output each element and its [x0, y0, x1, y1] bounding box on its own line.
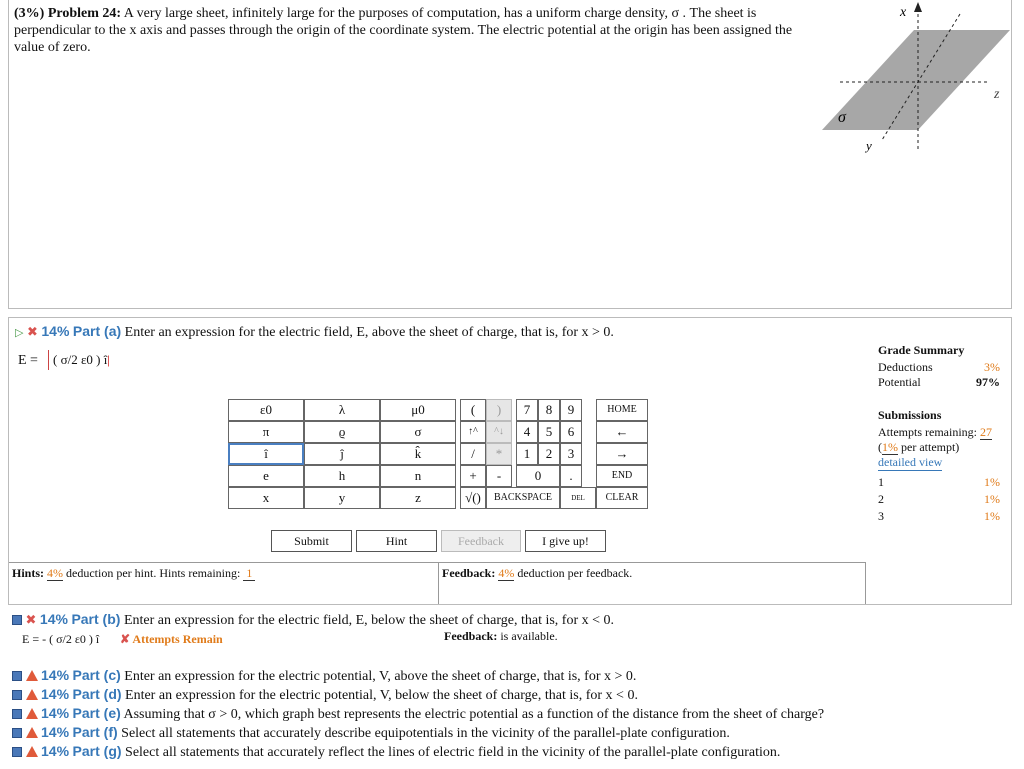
key-6[interactable]: 6: [560, 421, 582, 443]
key-epsilon0[interactable]: ε0: [228, 399, 304, 421]
collapse-icon[interactable]: [12, 615, 22, 625]
collapse-icon[interactable]: [12, 728, 22, 738]
potential-row: Potential 97%: [878, 375, 1000, 389]
key-superscript[interactable]: ↑^: [460, 421, 486, 443]
answer-value: ( σ/2 ε0 ) î: [53, 352, 108, 367]
feedback-info: [442, 566, 632, 581]
warning-icon: [26, 670, 38, 681]
y-label: y: [866, 138, 872, 153]
part-f-row[interactable]: 14% Part (f) Select all statements that accurately describe equipotentials in the vicinity of the parallel-plate configuration.: [12, 724, 730, 742]
key-sigma[interactable]: σ: [380, 421, 456, 443]
key-4[interactable]: 4: [516, 421, 538, 443]
feedback-text: deduction per feedback.: [517, 566, 633, 580]
answer-input[interactable]: ( σ/2 ε0 ) î|: [48, 350, 860, 370]
grade-summary: [878, 343, 1000, 524]
key-right-arrow[interactable]: →: [596, 443, 648, 465]
key-3[interactable]: 3: [560, 443, 582, 465]
key-pi[interactable]: π: [228, 421, 304, 443]
collapse-icon[interactable]: [12, 690, 22, 700]
key-i-hat[interactable]: î: [228, 443, 304, 465]
deductions-row: Deductions 3%: [878, 360, 1000, 374]
part-a-percent: 14%: [41, 323, 70, 339]
part-g-row[interactable]: 14% Part (g) Select all statements that accurately reflect the lines of electric field in the vicinity of the parallel-plate configuration.: [12, 743, 780, 761]
key-divide[interactable]: /: [460, 443, 486, 465]
part-c-row[interactable]: 14% Part (c) Enter an expression for the electric potential, V, above the sheet of charge, that is, for x > 0.: [12, 667, 636, 685]
warning-icon: [26, 727, 38, 738]
key-8[interactable]: 8: [538, 399, 560, 421]
key-close-paren[interactable]: ): [486, 399, 512, 421]
collapse-icon[interactable]: [12, 671, 22, 681]
problem-statement: [14, 5, 814, 56]
keypad: [228, 399, 650, 513]
give-up-button[interactable]: I give up!: [525, 530, 606, 552]
key-mu0[interactable]: μ0: [380, 399, 456, 421]
submission-row: 3 1%: [878, 509, 1000, 523]
part-b-feedback: Feedback: is available.: [444, 629, 558, 643]
key-x[interactable]: x: [228, 487, 304, 509]
key-end[interactable]: END: [596, 465, 648, 487]
answer-prefix: E =: [18, 353, 38, 368]
hints-remaining: 1: [243, 566, 255, 581]
feedback-button[interactable]: Feedback: [441, 530, 521, 552]
key-subscript[interactable]: ^↓: [486, 421, 512, 443]
collapse-icon[interactable]: [12, 747, 22, 757]
submissions-title: Submissions: [878, 408, 942, 422]
key-clear[interactable]: CLEAR: [596, 487, 648, 509]
key-decimal[interactable]: .: [560, 465, 582, 487]
attempts-row: Attempts remaining: 27: [878, 425, 992, 439]
key-sqrt[interactable]: √(): [460, 487, 486, 509]
warning-icon: [26, 689, 38, 700]
key-plus[interactable]: +: [460, 465, 486, 487]
part-b-status: ✘ Attempts Remain: [120, 632, 223, 646]
key-7[interactable]: 7: [516, 399, 538, 421]
key-1[interactable]: 1: [516, 443, 538, 465]
play-icon: ▷: [15, 327, 24, 339]
submit-button[interactable]: Submit: [271, 530, 352, 552]
key-5[interactable]: 5: [538, 421, 560, 443]
part-e-row[interactable]: 14% Part (e) Assuming that σ > 0, which graph best represents the electric potential as a function of the distance from the sheet of charge?: [12, 705, 824, 723]
submission-row: 1 1%: [878, 475, 1000, 489]
feedback-pct[interactable]: 4%: [498, 566, 515, 580]
part-b-answer: E = - ( σ/2 ε0 ) î: [22, 632, 100, 646]
charged-sheet: [822, 30, 1010, 130]
key-lambda[interactable]: λ: [304, 399, 380, 421]
hints-pct[interactable]: 4%: [47, 566, 64, 580]
x-mark-icon: ✘: [120, 632, 131, 646]
key-e[interactable]: e: [228, 465, 304, 487]
sheet-figure: [810, 0, 1020, 160]
part-d-row[interactable]: 14% Part (d) Enter an expression for the electric potential, V, below the sheet of charge, that is, for x < 0.: [12, 686, 638, 704]
key-z[interactable]: z: [380, 487, 456, 509]
grade-summary-title: Grade Summary: [878, 343, 965, 357]
hint-button[interactable]: Hint: [356, 530, 437, 552]
hints-text: deduction per hint. Hints remaining:: [66, 566, 241, 580]
key-y[interactable]: y: [304, 487, 380, 509]
warning-icon: [26, 708, 38, 719]
problem-header: (3%) Problem 24:: [14, 6, 122, 21]
feedback-label: Feedback:: [442, 566, 496, 580]
wrong-x-icon: ✖: [26, 325, 38, 340]
part-a-label: Part (a): [72, 323, 122, 339]
x-label: x: [900, 5, 907, 20]
detailed-view-link[interactable]: detailed view: [878, 455, 943, 469]
wrong-x-icon: ✖: [25, 613, 37, 628]
key-h[interactable]: h: [304, 465, 380, 487]
x-axis-arrow: [914, 2, 922, 12]
part-a-prompt: Enter an expression for the electric field, E, above the sheet of charge, that is, for x > 0.: [124, 325, 614, 340]
key-left-arrow[interactable]: ←: [596, 421, 648, 443]
key-home[interactable]: HOME: [596, 399, 648, 421]
key-rho[interactable]: ϱ: [304, 421, 380, 443]
hints-label: Hints:: [12, 566, 45, 580]
part-a-header: [15, 323, 614, 341]
submission-row: 2 1%: [878, 492, 1000, 506]
key-backspace[interactable]: BACKSPACE: [486, 487, 560, 509]
key-9[interactable]: 9: [560, 399, 582, 421]
per-attempt-row: (1% per attempt): [878, 440, 960, 454]
key-k-hat[interactable]: k̂: [380, 443, 456, 465]
warning-icon: [26, 746, 38, 757]
key-minus[interactable]: -: [486, 465, 512, 487]
key-n[interactable]: n: [380, 465, 456, 487]
part-b-prompt: Enter an expression for the electric field, E, below the sheet of charge, that is, for x < 0.: [123, 613, 615, 628]
z-label: z: [994, 87, 1000, 102]
key-open-paren[interactable]: (: [460, 399, 486, 421]
deductions-value: 3%: [984, 360, 1000, 374]
key-0[interactable]: 0: [516, 465, 560, 487]
attempts-value: 27: [979, 425, 992, 439]
problem-text: A very large sheet, infinitely large for the purposes of computation, has a uniform charge density, σ . The sheet is perpendicular to the x axis and passes through the origin of the coordinate system. The electric potential at the origin has been assigned the value of zero.: [14, 6, 793, 55]
part-b-header[interactable]: ✖ 14% Part (b) Enter an expression for the electric field, E, below the sheet of charge, that is, for x < 0.: [12, 611, 614, 629]
hints-info: [12, 566, 255, 581]
key-2[interactable]: 2: [538, 443, 560, 465]
key-j-hat[interactable]: ĵ: [304, 443, 380, 465]
collapse-icon[interactable]: [12, 709, 22, 719]
sigma-label: σ: [838, 109, 846, 126]
potential-value: 97%: [976, 375, 1000, 389]
key-multiply[interactable]: *: [486, 443, 512, 465]
key-del[interactable]: DEL: [560, 487, 596, 509]
